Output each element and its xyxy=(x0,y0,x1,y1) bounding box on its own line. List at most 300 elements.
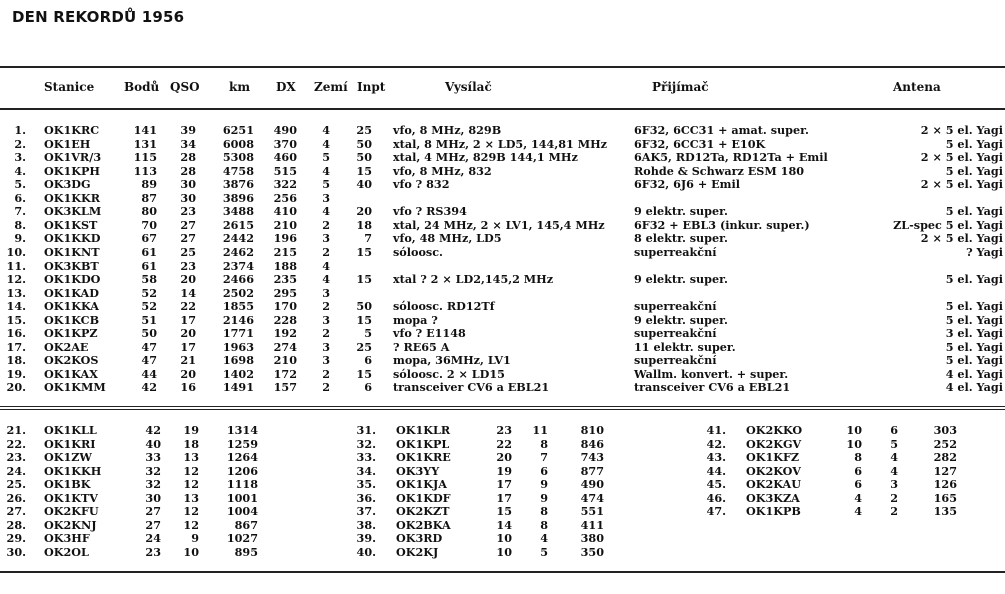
row-4-countries: 4 xyxy=(322,163,330,178)
row-2-transmitter: xtal, 8 MHz, 2 × LD5, 144,81 MHz xyxy=(393,136,608,151)
row-17-qso: 17 xyxy=(180,339,196,354)
col_a-km-3: 1206 xyxy=(226,463,258,478)
row-4-qso: 28 xyxy=(180,163,196,178)
row-12-transmitter: xtal ? 2 × LD2,145,2 MHz xyxy=(393,272,554,287)
col_a-km-2: 1264 xyxy=(226,450,258,464)
row-19-station: OK1KAX xyxy=(44,366,98,381)
row-7-countries: 4 xyxy=(322,204,330,219)
col_c-rank-6: 47. xyxy=(706,504,726,518)
row-6-countries: 3 xyxy=(322,190,330,205)
col_c-km-5: 165 xyxy=(933,490,957,505)
row-17-dx: 274 xyxy=(273,339,297,354)
col_c-qso-5: 2 xyxy=(890,490,898,505)
row-1-receiver: 6F32, 6CC31 + amat. super. xyxy=(634,123,809,137)
row-8-transmitter: xtal, 24 MHz, 2 × LV1, 145,4 MHz xyxy=(393,217,605,232)
row-2-qso: 34 xyxy=(180,136,196,151)
col_b-station-7: OK2BKA xyxy=(396,517,451,532)
row-16-transmitter: vfo ? E1148 xyxy=(393,326,466,341)
row-17-antenna: 5 el. Yagi xyxy=(945,339,1003,354)
row-13-points: 52 xyxy=(141,285,157,300)
row-18-qso: 21 xyxy=(180,353,196,368)
row-14-input: 50 xyxy=(356,299,372,314)
col_a-station-7: OK2KNJ xyxy=(44,517,97,532)
row-5-transmitter: vfo ? 832 xyxy=(393,177,450,192)
row-14-antenna: 5 el. Yagi xyxy=(945,299,1003,314)
col_b-qso-1: 8 xyxy=(540,436,548,451)
row-5-station: OK3DG xyxy=(44,177,91,192)
col_b-km-1: 846 xyxy=(580,436,604,451)
row-3-countries: 5 xyxy=(322,150,330,165)
row-4-rank: 4. xyxy=(14,163,26,178)
col_a-station-9: OK2OL xyxy=(44,544,89,559)
col_a-points-4: 32 xyxy=(145,477,161,491)
bottom-rule xyxy=(0,571,1005,573)
top-rule xyxy=(0,66,1005,68)
row-10-transmitter: sóloosc. xyxy=(393,244,443,259)
row-12-rank: 12. xyxy=(6,272,26,287)
row-2-input: 50 xyxy=(356,136,372,151)
row-5-receiver: 6F32, 6J6 + Emil xyxy=(634,177,740,192)
row-7-input: 20 xyxy=(356,204,372,219)
row-19-dx: 172 xyxy=(273,366,297,381)
col_a-station-1: OK1KRI xyxy=(44,436,96,451)
header-km: km xyxy=(229,80,251,94)
col_a-qso-4: 12 xyxy=(183,477,199,491)
row-10-input: 15 xyxy=(356,244,372,259)
row-1-km: 6251 xyxy=(222,123,254,137)
col_b-points-1: 22 xyxy=(496,436,512,451)
row-2-rank: 2. xyxy=(14,136,26,151)
row-20-receiver: transceiver CV6 a EBL21 xyxy=(634,380,791,395)
row-16-rank: 16. xyxy=(6,326,26,341)
col_a-km-6: 1004 xyxy=(226,504,258,518)
row-19-input: 15 xyxy=(356,366,372,381)
col_b-qso-7: 8 xyxy=(540,517,548,532)
col_c-station-5: OK3KZA xyxy=(746,490,800,505)
col_c-km-1: 252 xyxy=(933,436,957,451)
col_c-points-1: 10 xyxy=(846,436,862,451)
col_c-points-3: 6 xyxy=(854,463,862,478)
row-16-qso: 20 xyxy=(180,326,196,341)
row-20-countries: 2 xyxy=(322,380,330,395)
row-2-receiver: 6F32, 6CC31 + E10K xyxy=(634,136,766,151)
col_a-rank-7: 28. xyxy=(6,517,26,532)
col_b-points-3: 19 xyxy=(496,463,512,478)
col_b-station-4: OK1KJA xyxy=(396,477,447,491)
col_b-station-5: OK1KDF xyxy=(396,490,451,505)
row-1-antenna: 2 × 5 el. Yagi xyxy=(920,123,1003,137)
col_c-rank-2: 43. xyxy=(706,450,726,464)
row-17-rank: 17. xyxy=(6,339,26,354)
row-17-transmitter: ? RE65 A xyxy=(393,339,450,354)
row-19-countries: 2 xyxy=(322,366,330,381)
row-13-km: 2502 xyxy=(222,285,254,300)
col_c-station-1: OK2KGV xyxy=(746,436,802,451)
row-4-antenna: 5 el. Yagi xyxy=(945,163,1003,178)
row-3-km: 5308 xyxy=(222,150,254,165)
row-15-station: OK1KCB xyxy=(44,312,100,327)
row-8-dx: 210 xyxy=(273,217,297,232)
col_b-km-0: 810 xyxy=(580,423,604,437)
col_c-rank-1: 42. xyxy=(706,436,726,451)
row-6-station: OK1KKR xyxy=(44,190,100,205)
row-2-station: OK1EH xyxy=(44,136,91,151)
col_c-rank-3: 44. xyxy=(706,463,726,478)
row-11-qso: 23 xyxy=(180,258,196,273)
row-15-receiver: 9 elektr. super. xyxy=(634,312,728,327)
col_a-rank-9: 30. xyxy=(6,544,26,559)
row-7-transmitter: vfo ? RS394 xyxy=(393,204,467,219)
row-9-countries: 3 xyxy=(322,231,330,246)
col_b-rank-9: 40. xyxy=(356,544,376,559)
row-17-receiver: 11 elektr. super. xyxy=(634,339,736,354)
row-20-antenna: 4 el. Yagi xyxy=(945,380,1003,395)
col_a-qso-1: 18 xyxy=(183,436,199,451)
row-15-points: 51 xyxy=(141,312,157,327)
row-20-rank: 20. xyxy=(6,380,26,395)
col_b-qso-8: 4 xyxy=(540,531,548,545)
col_c-points-4: 6 xyxy=(854,477,862,491)
col_c-points-0: 10 xyxy=(846,423,862,437)
row-2-countries: 4 xyxy=(322,136,330,151)
col_b-qso-6: 8 xyxy=(540,504,548,518)
row-16-receiver: superreakční xyxy=(634,326,717,341)
row-6-points: 87 xyxy=(141,190,157,205)
col_b-km-4: 490 xyxy=(580,477,604,491)
col_a-points-9: 23 xyxy=(145,544,161,559)
col_c-qso-0: 6 xyxy=(890,423,898,437)
col_a-qso-6: 12 xyxy=(183,504,199,518)
row-19-antenna: 4 el. Yagi xyxy=(945,366,1003,381)
col_c-km-6: 135 xyxy=(933,504,957,518)
col_a-points-8: 24 xyxy=(145,531,161,545)
col_a-points-1: 40 xyxy=(145,436,161,451)
col_c-station-4: OK2KAU xyxy=(746,477,801,491)
col_b-km-8: 380 xyxy=(580,531,604,545)
row-3-points: 115 xyxy=(133,150,157,165)
row-12-km: 2466 xyxy=(222,272,254,287)
row-10-antenna: ? Yagi xyxy=(966,244,1003,259)
header-dx: DX xyxy=(276,80,296,94)
col_b-km-9: 350 xyxy=(580,544,604,559)
col_b-station-6: OK2KZT xyxy=(396,504,450,518)
row-14-dx: 170 xyxy=(273,299,297,314)
row-4-receiver: Rohde & Schwarz ESM 180 xyxy=(634,163,805,178)
col_c-rank-5: 46. xyxy=(706,490,726,505)
col_c-km-0: 303 xyxy=(933,423,957,437)
row-15-rank: 15. xyxy=(6,312,26,327)
row-16-dx: 192 xyxy=(273,326,297,341)
col_c-station-6: OK1KPB xyxy=(746,504,801,518)
col_a-km-5: 1001 xyxy=(226,490,258,505)
col_c-station-2: OK1KFZ xyxy=(746,450,800,464)
col_b-km-6: 551 xyxy=(580,504,604,518)
row-5-input: 40 xyxy=(356,177,372,192)
col_a-station-4: OK1BK xyxy=(44,477,91,491)
col_b-qso-9: 5 xyxy=(540,544,548,559)
row-8-qso: 27 xyxy=(180,217,196,232)
row-8-rank: 8. xyxy=(14,217,26,232)
row-15-countries: 3 xyxy=(322,312,330,327)
col_b-rank-5: 36. xyxy=(356,490,376,505)
col_b-station-3: OK3YY xyxy=(396,463,440,478)
row-7-points: 80 xyxy=(141,204,157,219)
row-7-rank: 7. xyxy=(14,204,26,219)
row-11-dx: 188 xyxy=(273,258,297,273)
col_b-rank-2: 33. xyxy=(356,450,376,464)
col_b-qso-5: 9 xyxy=(540,490,548,505)
section-rule-2 xyxy=(0,409,1005,410)
row-5-rank: 5. xyxy=(14,177,26,192)
col_a-qso-8: 9 xyxy=(191,531,199,545)
col_c-rank-0: 41. xyxy=(706,423,726,437)
col_a-station-8: OK3HF xyxy=(44,531,90,545)
col_a-points-6: 27 xyxy=(145,504,161,518)
row-2-dx: 370 xyxy=(273,136,297,151)
col_a-km-1: 1259 xyxy=(226,436,258,451)
row-1-qso: 39 xyxy=(180,123,196,137)
row-18-input: 6 xyxy=(364,353,372,368)
row-1-station: OK1KRC xyxy=(44,123,100,137)
row-12-countries: 4 xyxy=(322,272,330,287)
row-18-transmitter: mopa, 36MHz, LV1 xyxy=(393,353,511,368)
row-11-km: 2374 xyxy=(222,258,254,273)
col_c-km-4: 126 xyxy=(933,477,957,491)
row-16-station: OK1KPZ xyxy=(44,326,98,341)
col_b-points-7: 14 xyxy=(496,517,512,532)
col_b-qso-2: 7 xyxy=(540,450,548,464)
row-18-antenna: 5 el. Yagi xyxy=(945,353,1003,368)
row-8-input: 18 xyxy=(356,217,372,232)
row-7-station: OK3KLM xyxy=(44,204,102,219)
col_b-station-9: OK2KJ xyxy=(396,544,439,559)
col_c-qso-4: 3 xyxy=(890,477,898,491)
row-10-receiver: superreakční xyxy=(634,244,717,259)
col_b-station-2: OK1KRE xyxy=(396,450,451,464)
row-3-antenna: 2 × 5 el. Yagi xyxy=(920,150,1003,165)
col_c-station-3: OK2KOV xyxy=(746,463,801,478)
row-12-antenna: 5 el. Yagi xyxy=(945,272,1003,287)
col_b-km-3: 877 xyxy=(580,463,604,478)
col_a-station-0: OK1KLL xyxy=(44,423,97,437)
row-9-station: OK1KKD xyxy=(44,231,101,246)
row-1-points: 141 xyxy=(133,123,157,137)
row-18-countries: 3 xyxy=(322,353,330,368)
row-16-countries: 2 xyxy=(322,326,330,341)
col_a-station-2: OK1ZW xyxy=(44,450,92,464)
row-5-km: 3876 xyxy=(222,177,254,192)
row-20-qso: 16 xyxy=(180,380,196,395)
row-15-dx: 228 xyxy=(273,312,297,327)
col_b-qso-4: 9 xyxy=(540,477,548,491)
row-4-dx: 515 xyxy=(273,163,297,178)
row-7-km: 3488 xyxy=(222,204,254,219)
col_a-rank-2: 23. xyxy=(6,450,26,464)
row-14-transmitter: sóloosc. RD12Tf xyxy=(393,299,495,314)
row-18-dx: 210 xyxy=(273,353,297,368)
row-5-dx: 322 xyxy=(273,177,297,192)
row-10-km: 2462 xyxy=(222,244,254,259)
row-12-dx: 235 xyxy=(273,272,297,287)
col_b-points-0: 23 xyxy=(496,423,512,437)
row-11-rank: 11. xyxy=(6,258,26,273)
row-15-input: 15 xyxy=(356,312,372,327)
row-15-transmitter: mopa ? xyxy=(393,312,438,327)
row-4-station: OK1KPH xyxy=(44,163,100,178)
header-qso: QSO xyxy=(170,80,200,94)
row-19-rank: 19. xyxy=(6,366,26,381)
row-3-receiver: 6AK5, RD12Ta, RD12Ta + Emil xyxy=(634,150,828,165)
row-14-points: 52 xyxy=(141,299,157,314)
row-12-qso: 20 xyxy=(180,272,196,287)
col_a-qso-5: 13 xyxy=(183,490,199,505)
row-9-rank: 9. xyxy=(14,231,26,246)
col_b-qso-3: 6 xyxy=(540,463,548,478)
row-3-qso: 28 xyxy=(180,150,196,165)
row-10-rank: 10. xyxy=(6,244,26,259)
header-rule xyxy=(0,108,1005,110)
row-18-km: 1698 xyxy=(222,353,254,368)
row-7-antenna: 5 el. Yagi xyxy=(945,204,1003,219)
col_b-rank-6: 37. xyxy=(356,504,376,518)
row-12-input: 15 xyxy=(356,272,372,287)
col_a-km-0: 1314 xyxy=(226,423,258,437)
col_a-qso-7: 12 xyxy=(183,517,199,532)
row-14-station: OK1KKA xyxy=(44,299,99,314)
header-zemi: Zemí xyxy=(314,80,348,94)
row-7-dx: 410 xyxy=(273,204,297,219)
row-9-qso: 27 xyxy=(180,231,196,246)
row-3-rank: 3. xyxy=(14,150,26,165)
row-1-rank: 1. xyxy=(14,123,26,137)
row-19-qso: 20 xyxy=(180,366,196,381)
col_a-station-3: OK1KKH xyxy=(44,463,102,478)
row-3-dx: 460 xyxy=(273,150,297,165)
row-4-points: 113 xyxy=(133,163,157,178)
row-20-dx: 157 xyxy=(273,380,297,395)
col_b-station-8: OK3RD xyxy=(396,531,443,545)
row-6-km: 3896 xyxy=(222,190,254,205)
col_a-km-7: 867 xyxy=(234,517,258,532)
row-4-km: 4758 xyxy=(222,163,254,178)
row-20-station: OK1KMM xyxy=(44,380,106,395)
col_c-qso-3: 4 xyxy=(890,463,898,478)
col_c-points-2: 8 xyxy=(854,450,862,464)
col_b-station-0: OK1KLR xyxy=(396,423,451,437)
row-12-points: 58 xyxy=(141,272,157,287)
row-11-countries: 4 xyxy=(322,258,330,273)
col_a-points-5: 30 xyxy=(145,490,161,505)
row-4-input: 15 xyxy=(356,163,372,178)
col_a-rank-8: 29. xyxy=(6,531,26,545)
col_a-km-9: 895 xyxy=(234,544,258,559)
row-3-input: 50 xyxy=(356,150,372,165)
row-20-points: 42 xyxy=(141,380,157,395)
col_b-rank-8: 39. xyxy=(356,531,376,545)
row-8-countries: 2 xyxy=(322,217,330,232)
row-2-points: 131 xyxy=(133,136,157,151)
col_c-points-6: 4 xyxy=(854,504,862,518)
col_b-points-2: 20 xyxy=(496,450,512,464)
header-vysilac: Vysílač xyxy=(445,80,492,94)
row-18-rank: 18. xyxy=(6,353,26,368)
col_a-km-8: 1027 xyxy=(226,531,258,545)
header-prijimac: Přijímač xyxy=(652,80,709,94)
col_a-points-0: 42 xyxy=(145,423,161,437)
col_a-points-3: 32 xyxy=(145,463,161,478)
col_a-rank-3: 24. xyxy=(6,463,26,478)
col_b-km-5: 474 xyxy=(580,490,604,505)
row-11-station: OK3KBT xyxy=(44,258,99,273)
col_c-qso-2: 4 xyxy=(890,450,898,464)
col_a-points-7: 27 xyxy=(145,517,161,532)
row-5-qso: 30 xyxy=(180,177,196,192)
row-3-station: OK1VR/3 xyxy=(44,150,102,165)
col_a-qso-2: 13 xyxy=(183,450,199,464)
row-15-qso: 17 xyxy=(180,312,196,327)
row-17-km: 1963 xyxy=(222,339,254,354)
col_b-rank-0: 31. xyxy=(356,423,376,437)
row-16-km: 1771 xyxy=(222,326,254,341)
col_b-rank-3: 34. xyxy=(356,463,376,478)
row-16-antenna: 3 el. Yagi xyxy=(945,326,1003,341)
row-17-points: 47 xyxy=(141,339,157,354)
row-13-rank: 13. xyxy=(6,285,26,300)
row-7-qso: 23 xyxy=(180,204,196,219)
page-title: DEN REKORDŮ 1956 xyxy=(12,8,185,26)
row-5-antenna: 2 × 5 el. Yagi xyxy=(920,177,1003,192)
row-16-input: 5 xyxy=(364,326,372,341)
col_a-qso-9: 10 xyxy=(183,544,199,559)
row-6-qso: 30 xyxy=(180,190,196,205)
row-18-points: 47 xyxy=(141,353,157,368)
col_c-qso-6: 2 xyxy=(890,504,898,518)
row-19-receiver: Wallm. konvert. + super. xyxy=(634,366,789,381)
row-11-points: 61 xyxy=(141,258,157,273)
col_a-rank-0: 21. xyxy=(6,423,26,437)
col_b-station-1: OK1KPL xyxy=(396,436,450,451)
col_a-rank-1: 22. xyxy=(6,436,26,451)
col_b-qso-0: 11 xyxy=(532,423,548,437)
row-6-dx: 256 xyxy=(273,190,297,205)
col_b-rank-1: 32. xyxy=(356,436,376,451)
col_c-rank-4: 45. xyxy=(706,477,726,491)
row-20-km: 1491 xyxy=(222,380,254,395)
col_b-points-4: 17 xyxy=(496,477,512,491)
row-18-receiver: superreakční xyxy=(634,353,717,368)
row-9-transmitter: vfo, 48 MHz, LD5 xyxy=(393,231,502,246)
col_b-points-6: 15 xyxy=(496,504,512,518)
row-15-km: 2146 xyxy=(222,312,254,327)
row-9-points: 67 xyxy=(141,231,157,246)
col_b-points-5: 17 xyxy=(496,490,512,505)
row-10-station: OK1KNT xyxy=(44,244,100,259)
row-9-km: 2442 xyxy=(222,231,254,246)
row-7-receiver: 9 elektr. super. xyxy=(634,204,728,219)
col_b-points-9: 10 xyxy=(496,544,512,559)
row-9-antenna: 2 × 5 el. Yagi xyxy=(920,231,1003,246)
header-stanice: Stanice xyxy=(44,80,95,94)
row-2-km: 6008 xyxy=(222,136,254,151)
col_b-km-2: 743 xyxy=(580,450,604,464)
col_a-rank-4: 25. xyxy=(6,477,26,491)
row-5-countries: 5 xyxy=(322,177,330,192)
row-10-countries: 2 xyxy=(322,244,330,259)
col_a-qso-3: 12 xyxy=(183,463,199,478)
row-10-points: 61 xyxy=(141,244,157,259)
row-19-points: 44 xyxy=(141,366,157,381)
row-8-points: 70 xyxy=(141,217,157,232)
